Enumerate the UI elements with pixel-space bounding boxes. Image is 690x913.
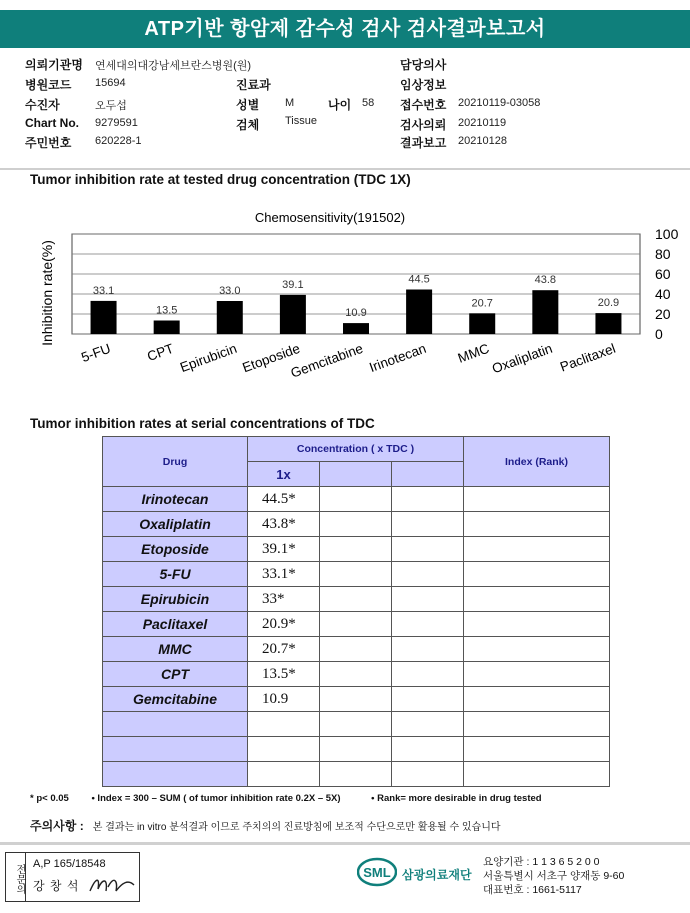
bar bbox=[91, 301, 117, 334]
drug-name: 5-FU bbox=[103, 562, 248, 587]
drug-header: Drug bbox=[103, 437, 248, 487]
signature-name: 강 창 석 bbox=[33, 879, 80, 893]
concentration-value: 20.7* bbox=[248, 637, 320, 662]
drug-name-empty bbox=[103, 712, 248, 737]
chart-no-label: Chart No. bbox=[25, 116, 79, 130]
empty-cell bbox=[464, 737, 610, 762]
bar-value-label: 44.5 bbox=[408, 273, 430, 286]
empty-cell bbox=[320, 687, 392, 712]
resident-no: 620228-1 bbox=[95, 135, 142, 147]
empty-cell bbox=[320, 587, 392, 612]
x-tick-label: Irinotecan bbox=[367, 340, 429, 376]
chart-ylabel: Inhibition rate(%) bbox=[39, 240, 55, 346]
x-tick-label: Paclitaxel bbox=[558, 340, 618, 375]
bar bbox=[532, 290, 558, 334]
lab-info bbox=[483, 855, 624, 897]
patient-info bbox=[0, 52, 690, 170]
lab-name: 삼광의료재단 bbox=[402, 868, 472, 882]
logo-text: SML bbox=[363, 865, 391, 880]
y-tick-label: 60 bbox=[655, 266, 671, 282]
empty-cell bbox=[392, 562, 464, 587]
empty-cell bbox=[320, 537, 392, 562]
empty-cell bbox=[320, 637, 392, 662]
empty-cell bbox=[392, 537, 464, 562]
accession-no: 20210119-03058 bbox=[458, 97, 541, 109]
footnote bbox=[30, 793, 542, 804]
hospital-code-label: 병원코드 bbox=[25, 78, 72, 92]
rank-note: • Rank= more desirable in drug tested bbox=[371, 793, 542, 804]
chart-title: Chemosensitivity(191502) bbox=[254, 210, 406, 225]
section1-title: Tumor inhibition rate at tested drug concentration (TDC 1X) bbox=[30, 172, 411, 187]
empty-cell bbox=[320, 562, 392, 587]
empty-cell bbox=[320, 487, 392, 512]
requesting-org: 연세대의대강남세브란스병원(원) bbox=[95, 60, 252, 72]
drug-name-empty bbox=[103, 737, 248, 762]
bar bbox=[343, 323, 369, 334]
bar bbox=[217, 301, 243, 334]
empty-cell bbox=[464, 662, 610, 687]
drug-name: Epirubicin bbox=[103, 587, 248, 612]
table-row bbox=[103, 687, 610, 712]
accession-label: 접수번호 bbox=[400, 98, 447, 112]
y-tick-label: 100 bbox=[655, 226, 679, 242]
table-row bbox=[103, 512, 610, 537]
empty-cell bbox=[320, 712, 392, 737]
concentration-value-empty bbox=[248, 712, 320, 737]
bar-value-label: 43.8 bbox=[534, 274, 557, 287]
concentration-value: 44.5* bbox=[248, 487, 320, 512]
index-note: • Index = 300 – SUM ( of tumor inhibition rate 0.2X – 5X) bbox=[91, 793, 341, 804]
empty-cell bbox=[464, 487, 610, 512]
results-table bbox=[102, 436, 610, 787]
conc-empty-header bbox=[320, 462, 392, 487]
report-date-label: 결과보고 bbox=[400, 136, 447, 150]
bar bbox=[595, 313, 621, 334]
empty-cell bbox=[392, 587, 464, 612]
bar-value-label: 33.0 bbox=[219, 285, 241, 297]
specialist-label: 전문의 bbox=[6, 853, 26, 901]
lab-phone: 대표번호 : 1661-5117 bbox=[483, 884, 582, 896]
caution-text: 본 결과는 in vitro 분석결과 이므로 주치의의 진료방침에 보조적 수단으로만 활용될 수 있습니다 bbox=[92, 822, 501, 833]
drug-name: Gemcitabine bbox=[103, 687, 248, 712]
concentration-value-empty bbox=[248, 762, 320, 787]
table-row bbox=[103, 637, 610, 662]
empty-cell bbox=[464, 537, 610, 562]
doctor-label: 담당의사 bbox=[400, 58, 447, 72]
y-tick-label: 40 bbox=[655, 286, 671, 302]
empty-cell bbox=[464, 712, 610, 737]
concentration-value: 33.1* bbox=[248, 562, 320, 587]
concentration-value: 43.8* bbox=[248, 512, 320, 537]
y-tick-label: 80 bbox=[655, 246, 671, 262]
age: 58 bbox=[362, 97, 375, 109]
x-tick-label: Epirubicin bbox=[177, 340, 239, 376]
table-row bbox=[103, 712, 610, 737]
patient-name: 오두섭 bbox=[95, 100, 127, 112]
resident-no-label: 주민번호 bbox=[25, 136, 72, 150]
drug-name: Paclitaxel bbox=[103, 612, 248, 637]
bar bbox=[154, 321, 180, 335]
age-label: 나이 bbox=[328, 98, 352, 112]
drug-name: MMC bbox=[103, 637, 248, 662]
drug-name: Oxaliplatin bbox=[103, 512, 248, 537]
empty-cell bbox=[320, 512, 392, 537]
index-header: Index (Rank) bbox=[464, 437, 610, 487]
sml-logo-icon bbox=[357, 856, 397, 888]
caution bbox=[30, 817, 501, 834]
signature-box bbox=[5, 852, 140, 902]
bar-value-label: 13.5 bbox=[155, 304, 178, 317]
dept-label: 진료과 bbox=[236, 78, 271, 92]
specimen-label: 검체 bbox=[236, 118, 260, 132]
request-date-label: 검사의뢰 bbox=[400, 118, 447, 132]
concentration-value: 33* bbox=[248, 587, 320, 612]
empty-cell bbox=[464, 562, 610, 587]
empty-cell bbox=[320, 612, 392, 637]
empty-cell bbox=[392, 712, 464, 737]
x-tick-label: CPT bbox=[145, 340, 176, 365]
bar bbox=[280, 295, 306, 334]
empty-cell bbox=[392, 637, 464, 662]
specimen: Tissue bbox=[285, 115, 317, 127]
empty-cell bbox=[392, 687, 464, 712]
empty-cell bbox=[392, 737, 464, 762]
bar bbox=[469, 313, 495, 334]
x-tick-label: MMC bbox=[455, 340, 492, 366]
clinical-label: 임상정보 bbox=[400, 78, 447, 92]
footer-divider bbox=[0, 842, 690, 845]
table-row bbox=[103, 587, 610, 612]
y-tick-label: 0 bbox=[655, 326, 663, 342]
signature-scribble bbox=[88, 873, 138, 897]
empty-cell bbox=[464, 762, 610, 787]
sex-label: 성별 bbox=[236, 98, 260, 112]
x-tick-label: Oxaliplatin bbox=[489, 340, 555, 377]
x-tick-label: Gemcitabine bbox=[288, 340, 366, 381]
empty-cell bbox=[320, 762, 392, 787]
chart-no: 9279591 bbox=[95, 117, 138, 129]
empty-cell bbox=[464, 587, 610, 612]
hospital-code: 15694 bbox=[95, 77, 126, 89]
sex: M bbox=[285, 97, 295, 109]
bar-value-label: 20.7 bbox=[471, 297, 493, 310]
concentration-header: Concentration ( x TDC ) bbox=[248, 437, 464, 462]
chemosensitivity-chart bbox=[0, 200, 690, 400]
empty-cell bbox=[464, 637, 610, 662]
table-row bbox=[103, 537, 610, 562]
concentration-value-empty bbox=[248, 737, 320, 762]
drug-name: Irinotecan bbox=[103, 487, 248, 512]
bar-value-label: 33.1 bbox=[92, 284, 115, 297]
empty-cell bbox=[392, 662, 464, 687]
x-tick-label: Etoposide bbox=[240, 340, 302, 376]
requesting-org-label: 의뢰기관명 bbox=[25, 58, 83, 72]
drug-name-empty bbox=[103, 762, 248, 787]
bar-value-label: 39.1 bbox=[282, 278, 304, 291]
x-tick-label: 5-FU bbox=[79, 340, 113, 366]
empty-cell bbox=[320, 737, 392, 762]
table-row bbox=[103, 562, 610, 587]
lab-code: 요양기관 : 1 1 3 6 5 2 0 0 bbox=[483, 856, 600, 868]
concentration-value: 10.9 bbox=[248, 687, 320, 712]
concentration-value: 39.1* bbox=[248, 537, 320, 562]
bar bbox=[406, 290, 432, 335]
concentration-value: 13.5* bbox=[248, 662, 320, 687]
table-row bbox=[103, 662, 610, 687]
table-row bbox=[103, 487, 610, 512]
y-tick-label: 20 bbox=[655, 306, 671, 322]
empty-cell bbox=[320, 662, 392, 687]
drug-name: CPT bbox=[103, 662, 248, 687]
report-date: 20210128 bbox=[458, 135, 507, 147]
empty-cell bbox=[392, 487, 464, 512]
concentration-value: 20.9* bbox=[248, 612, 320, 637]
request-date: 20210119 bbox=[458, 117, 507, 129]
conc-1x-header: 1x bbox=[248, 462, 320, 487]
signature-line1: A,P 165/18548 bbox=[33, 858, 106, 870]
caution-label: 주의사항 : bbox=[30, 819, 84, 833]
empty-cell bbox=[464, 612, 610, 637]
lab-address: 서울특별시 서초구 양재동 9-60 bbox=[483, 870, 625, 882]
drug-name: Etoposide bbox=[103, 537, 248, 562]
section2-title: Tumor inhibition rates at serial concentrations of TDC bbox=[30, 416, 375, 431]
conc-empty-header bbox=[392, 462, 464, 487]
bar-value-label: 10.9 bbox=[345, 307, 367, 320]
patient-label: 수진자 bbox=[25, 98, 60, 112]
empty-cell bbox=[392, 762, 464, 787]
empty-cell bbox=[392, 612, 464, 637]
bar-value-label: 20.9 bbox=[597, 297, 620, 310]
empty-cell bbox=[464, 512, 610, 537]
table-row bbox=[103, 612, 610, 637]
p-value-note: * p< 0.05 bbox=[30, 793, 69, 804]
empty-cell bbox=[392, 512, 464, 537]
empty-cell bbox=[464, 687, 610, 712]
report-title: ATP기반 항암제 감수성 검사 검사결과보고서 bbox=[0, 10, 690, 48]
table-row bbox=[103, 762, 610, 787]
table-row bbox=[103, 737, 610, 762]
